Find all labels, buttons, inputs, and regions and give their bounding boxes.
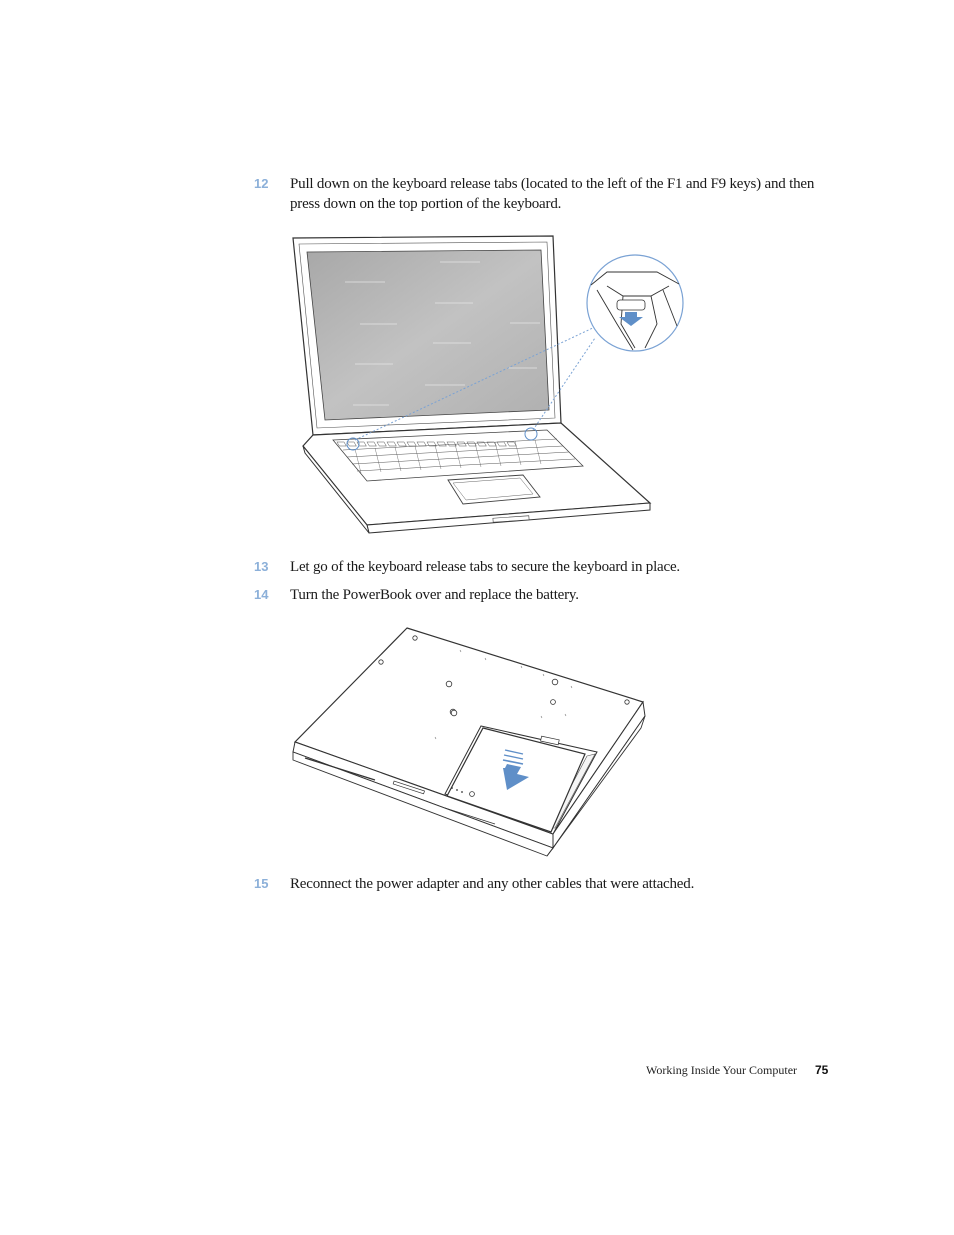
step-text: Reconnect the power adapter and any other cables that were attached. [290,876,695,892]
step-text: Pull down on the keyboard release tabs (located to the left of the F1 and F9 keys) and then press down on the top portion of the keyboard. [290,176,815,212]
step-text: Let go of the keyboard release tabs to secure the keyboard in place. [290,559,680,575]
step-number: 15 [254,876,269,891]
step-number: 12 [254,176,269,191]
step-text: Turn the PowerBook over and replace the battery. [290,587,579,603]
step-number: 14 [254,587,269,602]
step-number: 13 [254,559,269,574]
footer-section-title: Working Inside Your Computer [646,1063,798,1077]
laptop-keyboard-release-illustration [285,228,690,543]
page-number: 75 [815,1063,829,1077]
battery-replacement-illustration [285,622,650,860]
